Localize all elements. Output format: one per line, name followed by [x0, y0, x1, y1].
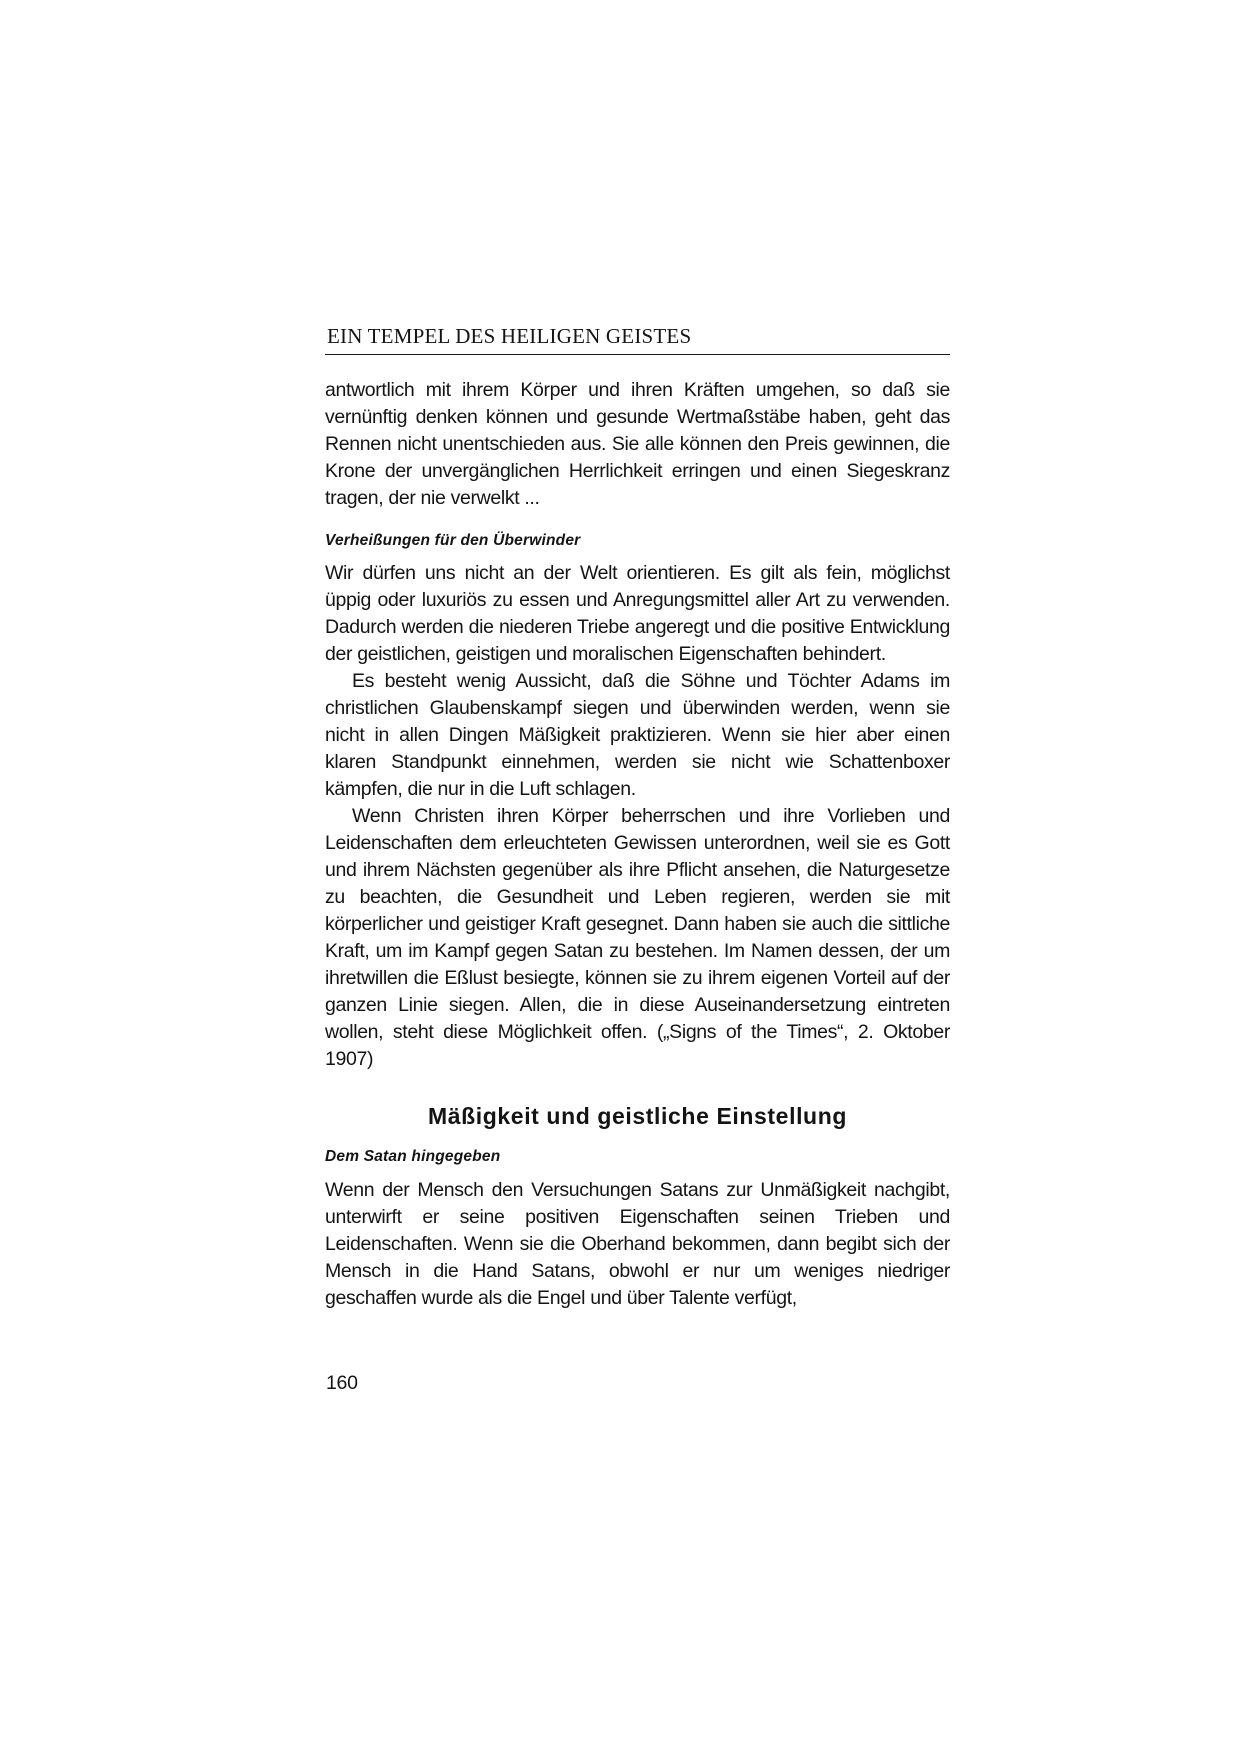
page-number: 160: [326, 1372, 358, 1394]
paragraph: Wenn Christen ihren Körper beherrschen und ihre Vorlieben und Leidenschaften dem erleuchteten Gewissen unterordnen, weil sie es Gott und ihrem Nächsten gegenüber als ihre Pflicht ansehen, die Naturgesetze zu beachten, die Gesundheit und Leben regieren, werden sie mit körperlicher und geistiger Kraft gesegnet. Dann haben sie auch die sittliche Kraft, um im Kampf gegen Satan zu bestehen. Im Namen dessen, der um ihretwillen die Eßlust besiegte, können sie zu ihrem eigenen Vorteil auf der ganzen Linie siegen. Allen, die in diese Auseinandersetzung eintreten wollen, steht diese Möglichkeit offen. („Signs of the Times“, 2. Oktober 1907): [325, 805, 950, 1070]
opening-paragraph: antwortlich mit ihrem Körper und ihren Kräften umgehen, so daß sie vernünftig denken können und gesunde Wertmaßstäbe haben, geht das Rennen nicht unentschieden aus. Sie alle können den Preis gewinnen, die Krone der unvergänglichen Herrlichkeit erringen und einen Siegeskranz tragen, der nie verwelkt ...: [325, 379, 950, 509]
book-page: [325, 322, 950, 1312]
paragraph: Es besteht wenig Aussicht, daß die Söhne und Töchter Adams im christlichen Glaubenskampf siegen und überwinden werden, wenn sie nicht in allen Dingen Mäßigkeit praktizieren. Wenn sie hier aber einen klaren Standpunkt einnehmen, werden sie nicht wie Schattenboxer kämpfen, die nur in die Luft schlagen.: [325, 670, 950, 800]
section-title: Mäßigkeit und geistliche Einstellung: [427, 1103, 848, 1129]
subheading-promises: Verheißungen für den Überwinder: [325, 532, 581, 549]
running-head: EIN TEMPEL DES HEILIGEN GEISTES: [325, 322, 950, 355]
subheading-satan: Dem Satan hingegeben: [325, 1148, 501, 1165]
body-text: [325, 377, 950, 1312]
paragraph: Wir dürfen uns nicht an der Welt orientieren. Es gilt als fein, möglichst üppig oder luxuriös zu essen und Anregungsmittel aller Art zu verwenden. Dadurch werden die niederen Triebe angeregt und die positive Entwicklung der geistlichen, geistigen und moralischen Eigenschaften behindert.: [325, 562, 950, 665]
paragraph: Wenn der Mensch den Versuchungen Satans zur Unmäßigkeit nachgibt, unterwirft er seine positiven Eigenschaften seinen Trieben und Leidenschaften. Wenn sie die Oberhand bekommen, dann begibt sich der Mensch in die Hand Satans, obwohl er nur um weniges niedriger geschaffen wurde als die Engel und über Talente verfügt,: [325, 1179, 950, 1309]
